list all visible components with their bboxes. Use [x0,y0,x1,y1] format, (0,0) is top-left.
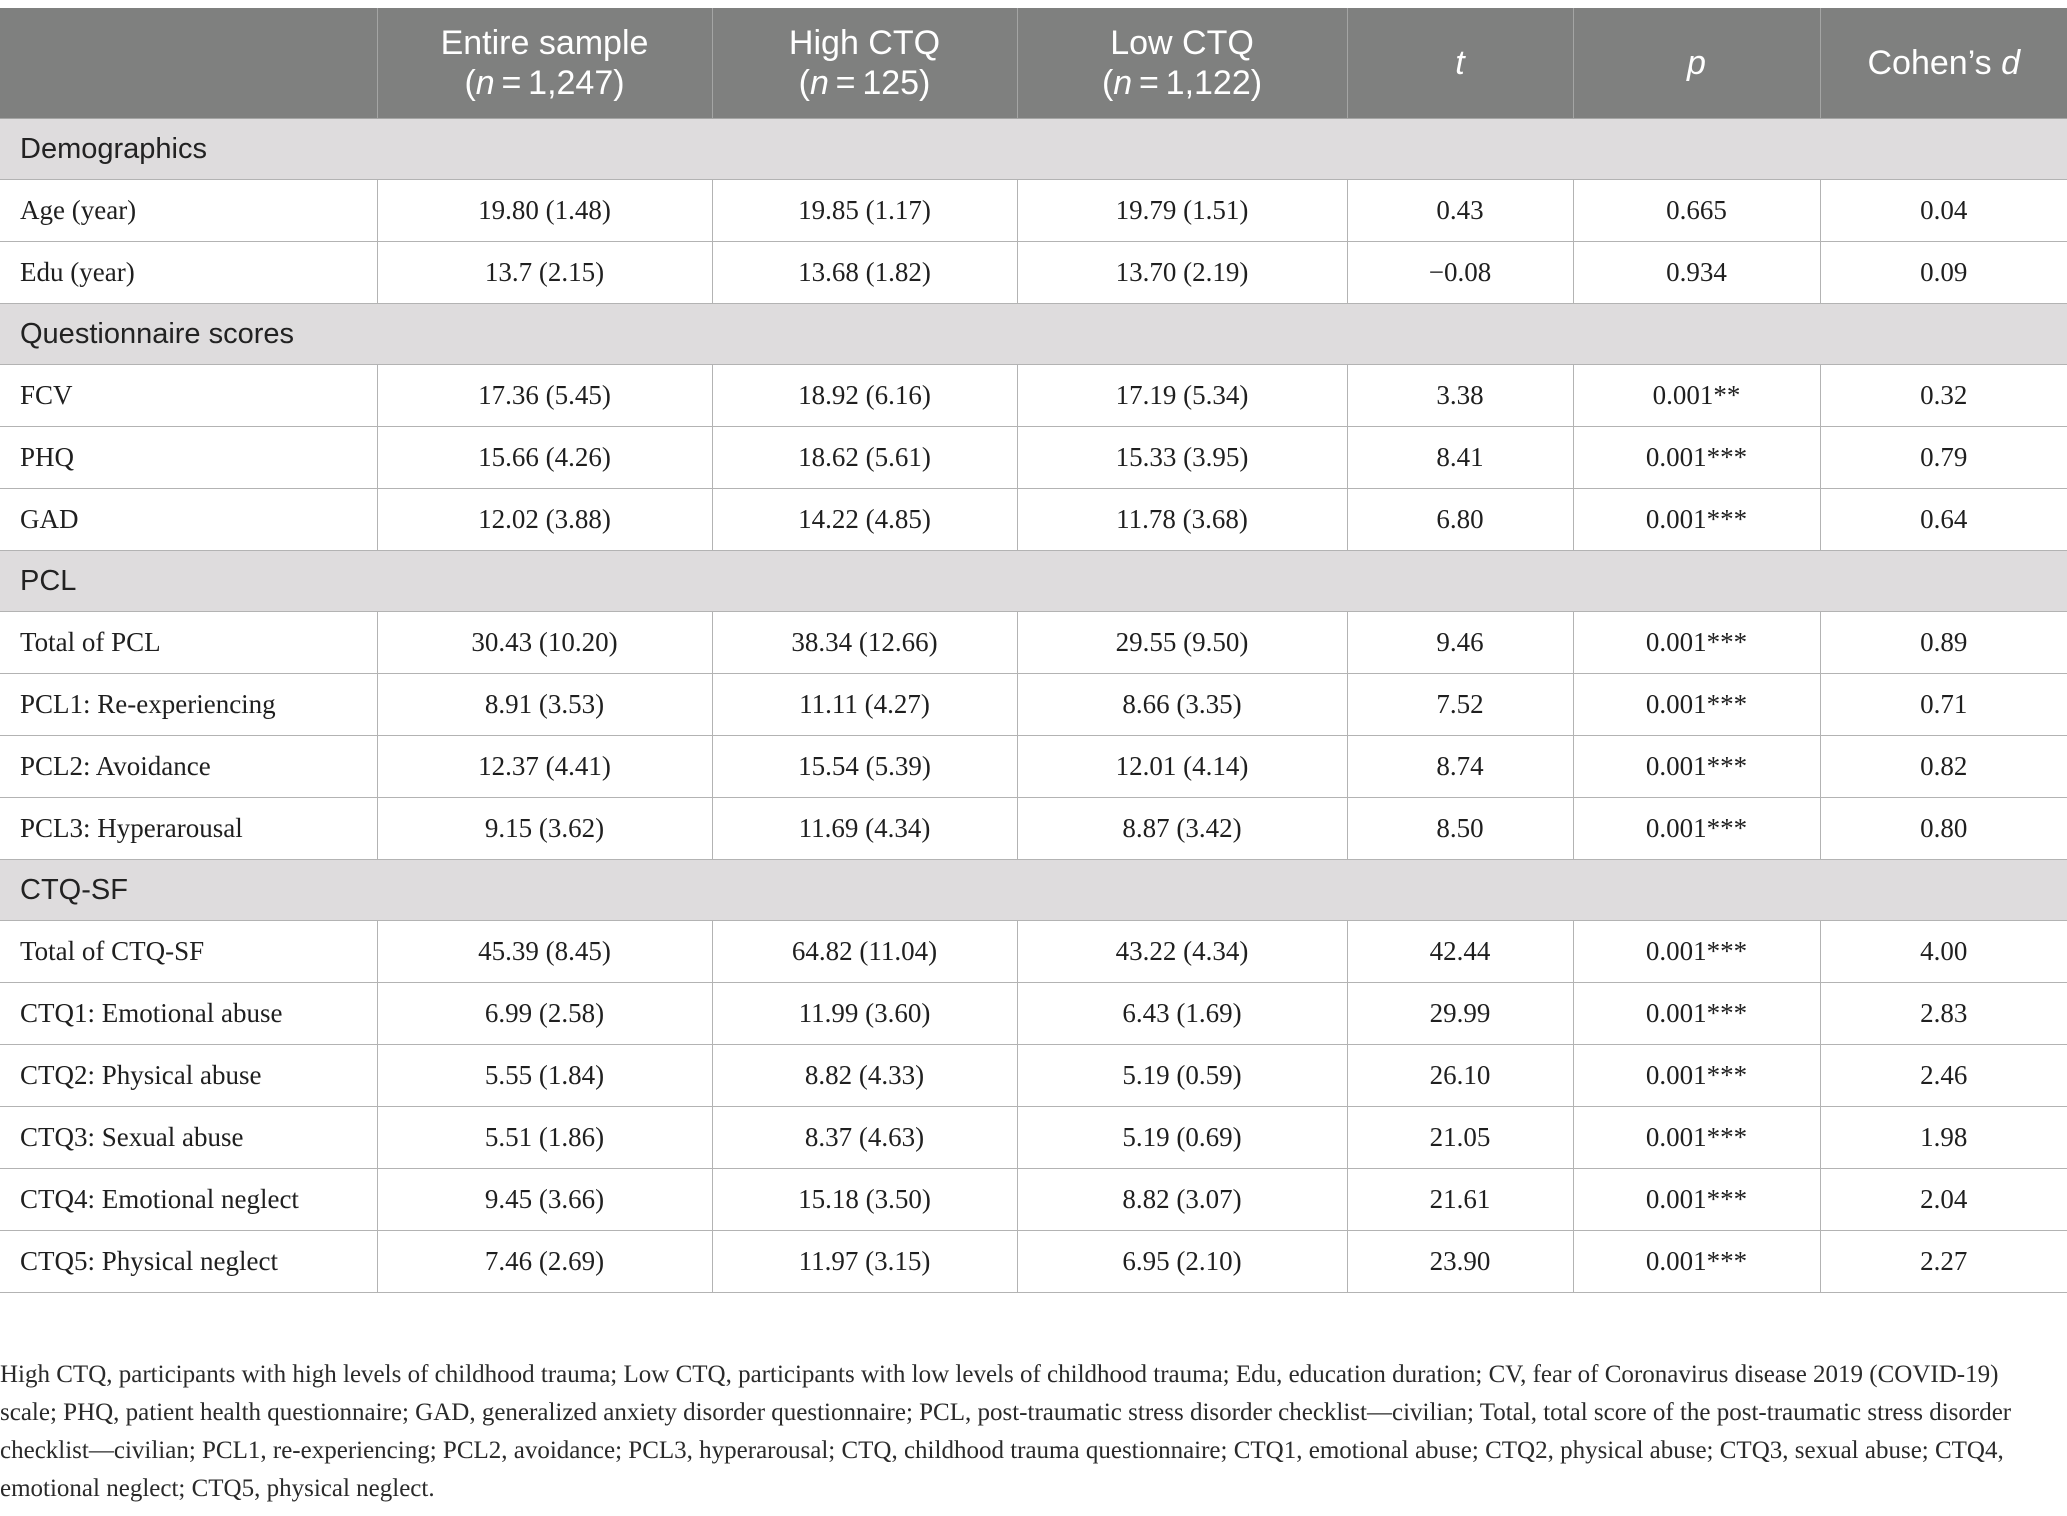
cell-cohens-d: 2.46 [1820,1045,2067,1107]
cell-cohens-d: 0.80 [1820,798,2067,860]
cell-cohens-d: 0.89 [1820,612,2067,674]
cell-low-ctq: 6.43 (1.69) [1017,983,1347,1045]
table-footnote: High CTQ, participants with high levels of childhood trauma; Low CTQ, participants with low levels of childhood trauma; Edu, education duration; CV, fear of Coronavirus disease 2019 (COVID-19) scale; PHQ, patient health questionnaire; GAD, generalized anxiety disorder questionnaire; PCL, post-traumatic stress disorder checklist—civilian; Total, total score of the post-traumatic stress disorder checklist—civilian; PCL1, re-experiencing; PCL2, avoidance; PCL3, hyperarousal; CTQ, childhood trauma questionnaire; CTQ1, emotional abuse; CTQ2, physical abuse; CTQ3, sexual abuse; CTQ4, emotional neglect; CTQ5, physical neglect. [0,1361,2012,1502]
cell-variable: PCL3: Hyperarousal [0,798,377,860]
cell-t: −0.08 [1347,242,1573,304]
cell-variable: Total of PCL [0,612,377,674]
cell-low-ctq: 19.79 (1.51) [1017,180,1347,242]
cell-high-ctq: 8.82 (4.33) [712,1045,1017,1107]
cell-high-ctq: 15.18 (3.50) [712,1169,1017,1231]
header-low-ctq-n: (n = 1,122) [1101,64,1263,102]
cell-p: 0.001*** [1573,674,1820,736]
cell-entire-sample: 17.36 (5.45) [377,365,712,427]
cell-p: 0.001*** [1573,1045,1820,1107]
table-row [0,674,2067,736]
cell-t: 29.99 [1347,983,1573,1045]
cell-p: 0.665 [1573,180,1820,242]
header-t: t [1347,8,1573,119]
header-entire-sample-title: Entire sample [440,24,649,62]
cell-variable: CTQ4: Emotional neglect [0,1169,377,1231]
header-low-ctq-title: Low CTQ [1110,24,1254,62]
cell-low-ctq: 11.78 (3.68) [1017,489,1347,551]
cell-low-ctq: 13.70 (2.19) [1017,242,1347,304]
cell-high-ctq: 38.34 (12.66) [712,612,1017,674]
cell-variable: PCL2: Avoidance [0,736,377,798]
cell-entire-sample: 12.37 (4.41) [377,736,712,798]
cell-entire-sample: 8.91 (3.53) [377,674,712,736]
cell-low-ctq: 17.19 (5.34) [1017,365,1347,427]
cell-variable: FCV [0,365,377,427]
cell-t: 21.05 [1347,1107,1573,1169]
cell-entire-sample: 7.46 (2.69) [377,1231,712,1293]
cell-cohens-d: 4.00 [1820,921,2067,983]
header-high-ctq-n: (n = 125) [798,64,931,102]
cell-t: 21.61 [1347,1169,1573,1231]
table-row [0,1045,2067,1107]
cell-high-ctq: 15.54 (5.39) [712,736,1017,798]
cell-low-ctq: 5.19 (0.59) [1017,1045,1347,1107]
table-row [0,365,2067,427]
cell-low-ctq: 6.95 (2.10) [1017,1231,1347,1293]
table-row [0,736,2067,798]
table-row [0,612,2067,674]
cell-low-ctq: 8.87 (3.42) [1017,798,1347,860]
cell-p: 0.001*** [1573,798,1820,860]
section-row [0,860,2067,921]
cell-cohens-d: 1.98 [1820,1107,2067,1169]
table-row [0,489,2067,551]
cell-high-ctq: 11.69 (4.34) [712,798,1017,860]
cell-variable: Total of CTQ-SF [0,921,377,983]
cell-p: 0.001** [1573,365,1820,427]
cell-p: 0.001*** [1573,921,1820,983]
cell-cohens-d: 0.82 [1820,736,2067,798]
cell-low-ctq: 12.01 (4.14) [1017,736,1347,798]
cell-entire-sample: 13.7 (2.15) [377,242,712,304]
cell-p: 0.001*** [1573,1107,1820,1169]
header-row [0,8,2067,119]
cell-high-ctq: 11.99 (3.60) [712,983,1017,1045]
header-low-ctq [1017,8,1347,119]
section-title: PCL [0,551,2067,612]
cell-t: 6.80 [1347,489,1573,551]
cell-low-ctq: 5.19 (0.69) [1017,1107,1347,1169]
cell-p: 0.001*** [1573,1231,1820,1293]
cell-low-ctq: 29.55 (9.50) [1017,612,1347,674]
cell-variable: PHQ [0,427,377,489]
cell-t: 26.10 [1347,1045,1573,1107]
cell-entire-sample: 15.66 (4.26) [377,427,712,489]
table-row [0,1107,2067,1169]
cell-high-ctq: 19.85 (1.17) [712,180,1017,242]
cell-high-ctq: 11.97 (3.15) [712,1231,1017,1293]
cell-p: 0.001*** [1573,489,1820,551]
cell-cohens-d: 2.04 [1820,1169,2067,1231]
cell-high-ctq: 11.11 (4.27) [712,674,1017,736]
cell-cohens-d: 0.04 [1820,180,2067,242]
header-variable [0,8,377,119]
cell-cohens-d: 0.09 [1820,242,2067,304]
cell-p: 0.001*** [1573,1169,1820,1231]
header-cohens-d: Cohen’s d [1820,8,2067,119]
cell-variable: PCL1: Re-experiencing [0,674,377,736]
section-title: Questionnaire scores [0,304,2067,365]
cell-cohens-d: 2.27 [1820,1231,2067,1293]
results-table [0,8,2067,1293]
cell-high-ctq: 18.62 (5.61) [712,427,1017,489]
cell-high-ctq: 8.37 (4.63) [712,1107,1017,1169]
cell-p: 0.934 [1573,242,1820,304]
cell-t: 9.46 [1347,612,1573,674]
table-row [0,242,2067,304]
section-row [0,304,2067,365]
cell-entire-sample: 9.45 (3.66) [377,1169,712,1231]
cell-cohens-d: 0.79 [1820,427,2067,489]
cell-entire-sample: 6.99 (2.58) [377,983,712,1045]
cell-p: 0.001*** [1573,612,1820,674]
table-header [0,8,2067,119]
cell-variable: CTQ3: Sexual abuse [0,1107,377,1169]
cell-low-ctq: 43.22 (4.34) [1017,921,1347,983]
header-entire-sample-n: (n = 1,247) [464,64,625,102]
cell-entire-sample: 30.43 (10.20) [377,612,712,674]
cell-variable: CTQ2: Physical abuse [0,1045,377,1107]
table-row [0,798,2067,860]
table-row [0,427,2067,489]
cell-variable: Edu (year) [0,242,377,304]
section-title: Demographics [0,119,2067,180]
table-row [0,983,2067,1045]
cell-cohens-d: 0.64 [1820,489,2067,551]
cell-low-ctq: 15.33 (3.95) [1017,427,1347,489]
cell-entire-sample: 5.55 (1.84) [377,1045,712,1107]
cell-high-ctq: 18.92 (6.16) [712,365,1017,427]
cell-entire-sample: 5.51 (1.86) [377,1107,712,1169]
header-p: p [1573,8,1820,119]
cell-high-ctq: 64.82 (11.04) [712,921,1017,983]
cell-entire-sample: 9.15 (3.62) [377,798,712,860]
cell-t: 42.44 [1347,921,1573,983]
cell-cohens-d: 2.83 [1820,983,2067,1045]
cell-p: 0.001*** [1573,736,1820,798]
cell-high-ctq: 13.68 (1.82) [712,242,1017,304]
table-body [0,119,2067,1293]
header-high-ctq [712,8,1017,119]
cell-variable: GAD [0,489,377,551]
cell-variable: CTQ1: Emotional abuse [0,983,377,1045]
table-row [0,921,2067,983]
cell-t: 8.50 [1347,798,1573,860]
section-row [0,551,2067,612]
cell-p: 0.001*** [1573,427,1820,489]
cell-t: 23.90 [1347,1231,1573,1293]
cell-t: 0.43 [1347,180,1573,242]
cell-t: 7.52 [1347,674,1573,736]
cell-p: 0.001*** [1573,983,1820,1045]
cell-t: 8.41 [1347,427,1573,489]
cell-t: 3.38 [1347,365,1573,427]
header-entire-sample [377,8,712,119]
table-row [0,180,2067,242]
header-high-ctq-title: High CTQ [788,24,941,62]
cell-low-ctq: 8.66 (3.35) [1017,674,1347,736]
section-title: CTQ-SF [0,860,2067,921]
cell-variable: CTQ5: Physical neglect [0,1231,377,1293]
table-row [0,1231,2067,1293]
cell-entire-sample: 45.39 (8.45) [377,921,712,983]
cell-high-ctq: 14.22 (4.85) [712,489,1017,551]
cell-entire-sample: 12.02 (3.88) [377,489,712,551]
table-row [0,1169,2067,1231]
cell-entire-sample: 19.80 (1.48) [377,180,712,242]
cell-cohens-d: 0.71 [1820,674,2067,736]
cell-cohens-d: 0.32 [1820,365,2067,427]
cell-variable: Age (year) [0,180,377,242]
cell-low-ctq: 8.82 (3.07) [1017,1169,1347,1231]
cell-t: 8.74 [1347,736,1573,798]
section-row [0,119,2067,180]
